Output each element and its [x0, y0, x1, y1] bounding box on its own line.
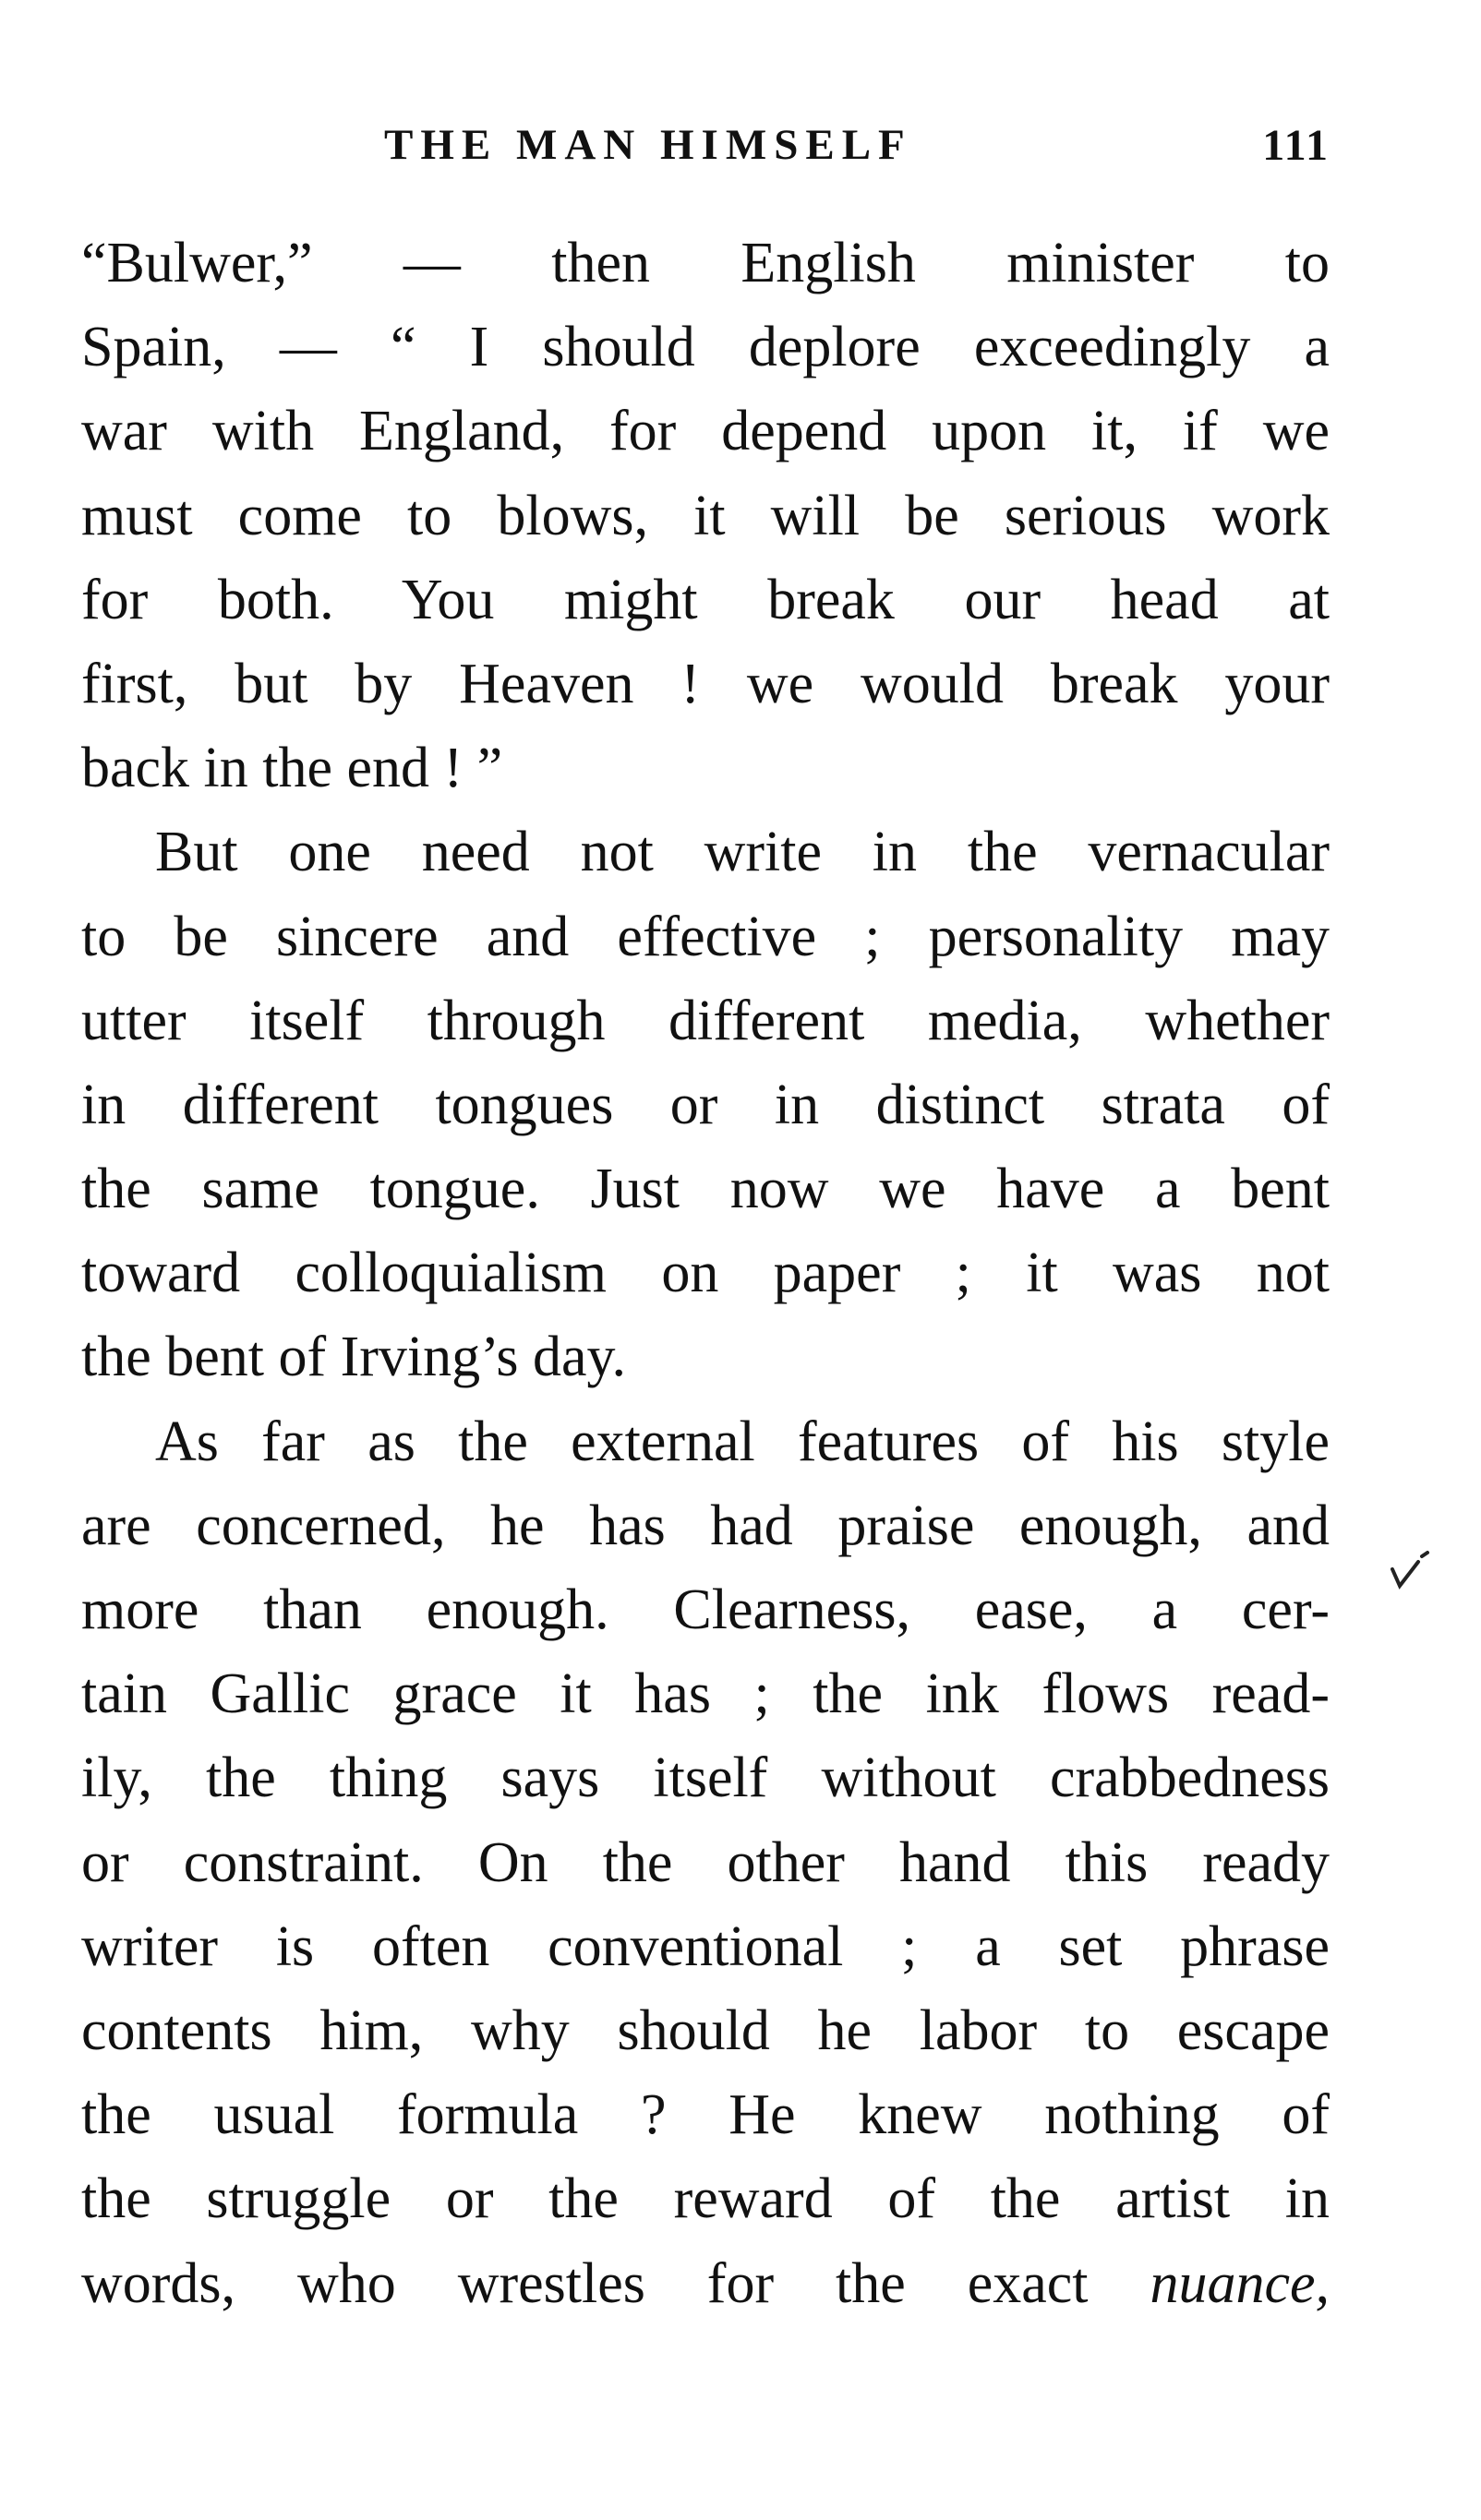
- final-line-text: words, who wrestles for the exact: [81, 2251, 1089, 2315]
- page-number: 111: [1262, 121, 1330, 170]
- text-line: back in the end ! ”: [81, 737, 503, 800]
- text-line: the usual formula ? He knew nothing of: [81, 2083, 1330, 2147]
- text-line: or constraint. On the other hand this ready: [81, 1830, 1330, 1894]
- text-line: are concerned, he has had praise enough, and: [81, 1494, 1330, 1557]
- text-line: As far as the external features of his style: [155, 1410, 1330, 1473]
- text-line: toward colloquialism on paper ; it was not: [81, 1242, 1330, 1305]
- checkmark-icon: [1387, 1543, 1451, 1599]
- text-line: ily, the thing says itself without crabbedness: [81, 1746, 1330, 1810]
- text-line: “Bulwer,” — then English minister to: [81, 232, 1330, 294]
- running-head: THE MAN HIMSELF: [384, 121, 912, 169]
- page-header: [81, 120, 1330, 194]
- text-line: Spain, — “ I should deplore exceedingly a: [81, 316, 1330, 379]
- text-line: writer is often conventional ; a set phrase: [81, 1914, 1330, 1978]
- text-line: in different tongues or in distinct strata of: [81, 1073, 1330, 1136]
- text-line: the same tongue. Just now we have a bent: [81, 1158, 1330, 1221]
- text-line: must come to blows, it will be serious work: [81, 484, 1330, 547]
- text-line: to be sincere and effective ; personality may: [81, 905, 1330, 968]
- text-line: But one need not write in the vernacular: [155, 821, 1330, 884]
- text-line: utter itself through different media, whether: [81, 989, 1330, 1052]
- italic-word: nuance,: [1150, 2251, 1330, 2315]
- text-line: war with England, for depend upon it, if we: [81, 400, 1330, 463]
- body-text: [81, 222, 1330, 2326]
- text-line: for both. You might break our head at: [81, 568, 1330, 631]
- text-line: tain Gallic grace it has ; the ink flows read-: [81, 1662, 1330, 1726]
- text-line: more than enough. Clearness, ease, a cer-: [81, 1578, 1330, 1641]
- text-line-final: [81, 2242, 1330, 2326]
- text-line: first, but by Heaven ! we would break your: [81, 652, 1330, 715]
- text-line: the bent of Irving’s day.: [81, 1326, 626, 1389]
- text-line: the struggle or the reward of the artist in: [81, 2167, 1330, 2231]
- text-line: contents him, why should he labor to escape: [81, 1998, 1330, 2062]
